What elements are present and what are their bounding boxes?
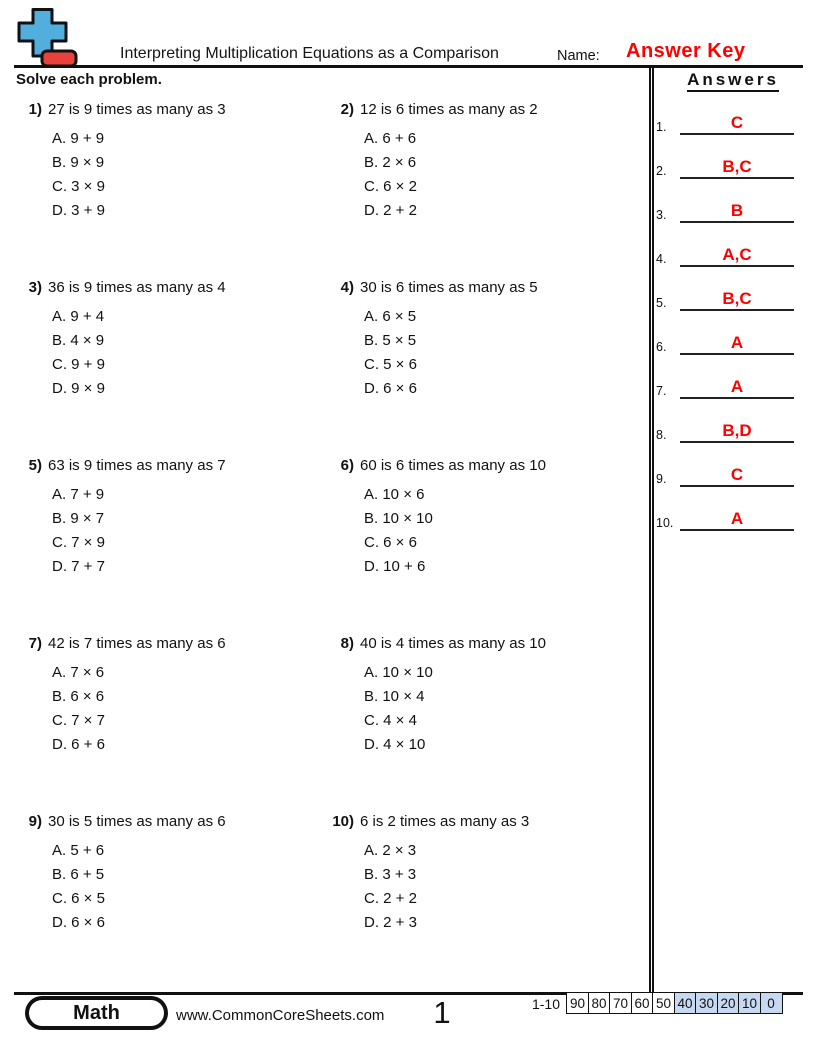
option-a: A. 7 + 9: [52, 486, 105, 503]
option-c: C. 2 + 2: [364, 890, 417, 907]
option-d: D. 3 + 9: [52, 202, 105, 219]
answer-value: B,C: [680, 156, 794, 179]
option-d: D. 6 × 6: [364, 380, 417, 397]
score-cell-10: 10: [738, 992, 761, 1014]
commoncoresheets-logo-icon: [14, 8, 80, 73]
subject-badge: [25, 996, 168, 1030]
website-url: www.CommonCoreSheets.com: [176, 1007, 385, 1024]
problem-10: [328, 812, 628, 935]
problem-5: [16, 456, 316, 579]
problem-number: 3): [28, 279, 42, 296]
answers-column-divider: [649, 68, 654, 993]
answer-value: B,D: [680, 420, 794, 443]
answer-value: C: [680, 112, 794, 135]
name-value-answer-key: Answer Key: [626, 40, 746, 62]
subject-badge-label: Math: [29, 1000, 164, 1026]
problem-question: 42 is 7 times as many as 6: [48, 635, 226, 652]
problem-8: [328, 634, 628, 757]
option-b: B. 6 + 5: [52, 866, 105, 883]
answer-value: A: [680, 508, 794, 531]
answer-number: 1.: [656, 120, 667, 134]
answers-heading: [658, 70, 808, 90]
score-cell-90: 90: [566, 992, 589, 1014]
problem-number: 1): [28, 101, 42, 118]
problem-number: 2): [340, 101, 354, 118]
answer-number: 2.: [656, 164, 667, 178]
score-range-label: 1-10: [531, 996, 560, 1012]
problem-question: 36 is 9 times as many as 4: [48, 279, 226, 296]
option-a: A. 9 + 9: [52, 130, 105, 147]
problem-question: 12 is 6 times as many as 2: [360, 101, 538, 118]
option-a: A. 9 + 4: [52, 308, 105, 325]
answer-value: B,C: [680, 288, 794, 311]
problem-number: 9): [28, 813, 42, 830]
answer-value: A,C: [680, 244, 794, 267]
score-cell-60: 60: [631, 992, 654, 1014]
score-cell-80: 80: [588, 992, 611, 1014]
problem-question: 30 is 5 times as many as 6: [48, 813, 226, 830]
answer-row-6: [656, 332, 794, 355]
instructions-text: Solve each problem.: [16, 71, 162, 88]
score-cell-50: 50: [652, 992, 675, 1014]
option-c: C. 5 × 6: [364, 356, 417, 373]
option-b: B. 9 × 7: [52, 510, 105, 527]
option-a: A. 6 × 5: [364, 308, 417, 325]
option-d: D. 6 × 6: [52, 914, 105, 931]
score-cell-30: 30: [695, 992, 718, 1014]
problem-1: [16, 100, 316, 223]
problem-question: 30 is 6 times as many as 5: [360, 279, 538, 296]
score-cell-0: 0: [760, 992, 783, 1014]
score-cell-20: 20: [717, 992, 740, 1014]
page-number: 1: [433, 995, 451, 1030]
answer-row-5: [656, 288, 794, 311]
answer-number: 9.: [656, 472, 667, 486]
problem-number: 6): [340, 457, 354, 474]
option-c: C. 9 + 9: [52, 356, 105, 373]
option-c: C. 6 × 2: [364, 178, 417, 195]
answer-row-10: [656, 508, 794, 531]
option-d: D. 9 × 9: [52, 380, 105, 397]
option-b: B. 6 × 6: [52, 688, 105, 705]
problem-6: [328, 456, 628, 579]
score-cell-70: 70: [609, 992, 632, 1014]
option-b: B. 5 × 5: [364, 332, 417, 349]
option-b: B. 9 × 9: [52, 154, 105, 171]
answer-row-7: [656, 376, 794, 399]
option-c: C. 7 × 7: [52, 712, 105, 729]
answer-number: 10.: [656, 516, 674, 530]
option-d: D. 2 + 2: [364, 202, 417, 219]
option-b: B. 2 × 6: [364, 154, 417, 171]
problem-7: [16, 634, 316, 757]
answer-row-9: [656, 464, 794, 487]
answer-number: 5.: [656, 296, 667, 310]
answer-value: A: [680, 376, 794, 399]
option-b: B. 10 × 10: [364, 510, 433, 527]
option-c: C. 7 × 9: [52, 534, 105, 551]
problem-number: 5): [28, 457, 42, 474]
problem-question: 60 is 6 times as many as 10: [360, 457, 546, 474]
option-d: D. 6 + 6: [52, 736, 105, 753]
score-table: [566, 992, 783, 1014]
option-a: A. 10 × 6: [364, 486, 425, 503]
answer-value: A: [680, 332, 794, 355]
answer-number: 6.: [656, 340, 667, 354]
problem-question: 27 is 9 times as many as 3: [48, 101, 226, 118]
option-c: C. 6 × 5: [52, 890, 105, 907]
problem-9: [16, 812, 316, 935]
option-b: B. 10 × 4: [364, 688, 425, 705]
answers-heading-text: Answers: [687, 70, 779, 92]
problem-question: 40 is 4 times as many as 10: [360, 635, 546, 652]
option-a: A. 6 + 6: [364, 130, 417, 147]
answer-number: 7.: [656, 384, 667, 398]
answer-value: C: [680, 464, 794, 487]
option-a: A. 5 + 6: [52, 842, 105, 859]
option-d: D. 7 + 7: [52, 558, 105, 575]
option-a: A. 2 × 3: [364, 842, 417, 859]
option-d: D. 4 × 10: [364, 736, 426, 753]
answer-number: 4.: [656, 252, 667, 266]
header-divider: [14, 65, 803, 68]
problem-number: 10): [332, 813, 354, 830]
score-cell-40: 40: [674, 992, 697, 1014]
answer-row-4: [656, 244, 794, 267]
answer-number: 8.: [656, 428, 667, 442]
problem-3: [16, 278, 316, 401]
page-title: Interpreting Multiplication Equations as a Comparison: [120, 45, 499, 62]
answer-value: B: [680, 200, 794, 223]
problem-number: 7): [28, 635, 42, 652]
problem-4: [328, 278, 628, 401]
problem-number: 8): [340, 635, 354, 652]
option-a: A. 10 × 10: [364, 664, 433, 681]
answer-row-8: [656, 420, 794, 443]
option-d: D. 2 + 3: [364, 914, 417, 931]
option-a: A. 7 × 6: [52, 664, 105, 681]
option-c: C. 6 × 6: [364, 534, 417, 551]
name-label: Name:: [557, 48, 600, 64]
option-c: C. 4 × 4: [364, 712, 417, 729]
option-b: B. 3 + 3: [364, 866, 417, 883]
option-d: D. 10 + 6: [364, 558, 426, 575]
answer-row-1: [656, 112, 794, 135]
answer-row-3: [656, 200, 794, 223]
option-b: B. 4 × 9: [52, 332, 105, 349]
answer-number: 3.: [656, 208, 667, 222]
option-c: C. 3 × 9: [52, 178, 105, 195]
problem-number: 4): [340, 279, 354, 296]
problem-question: 63 is 9 times as many as 7: [48, 457, 226, 474]
problem-2: [328, 100, 628, 223]
answer-row-2: [656, 156, 794, 179]
problem-question: 6 is 2 times as many as 3: [360, 813, 530, 830]
